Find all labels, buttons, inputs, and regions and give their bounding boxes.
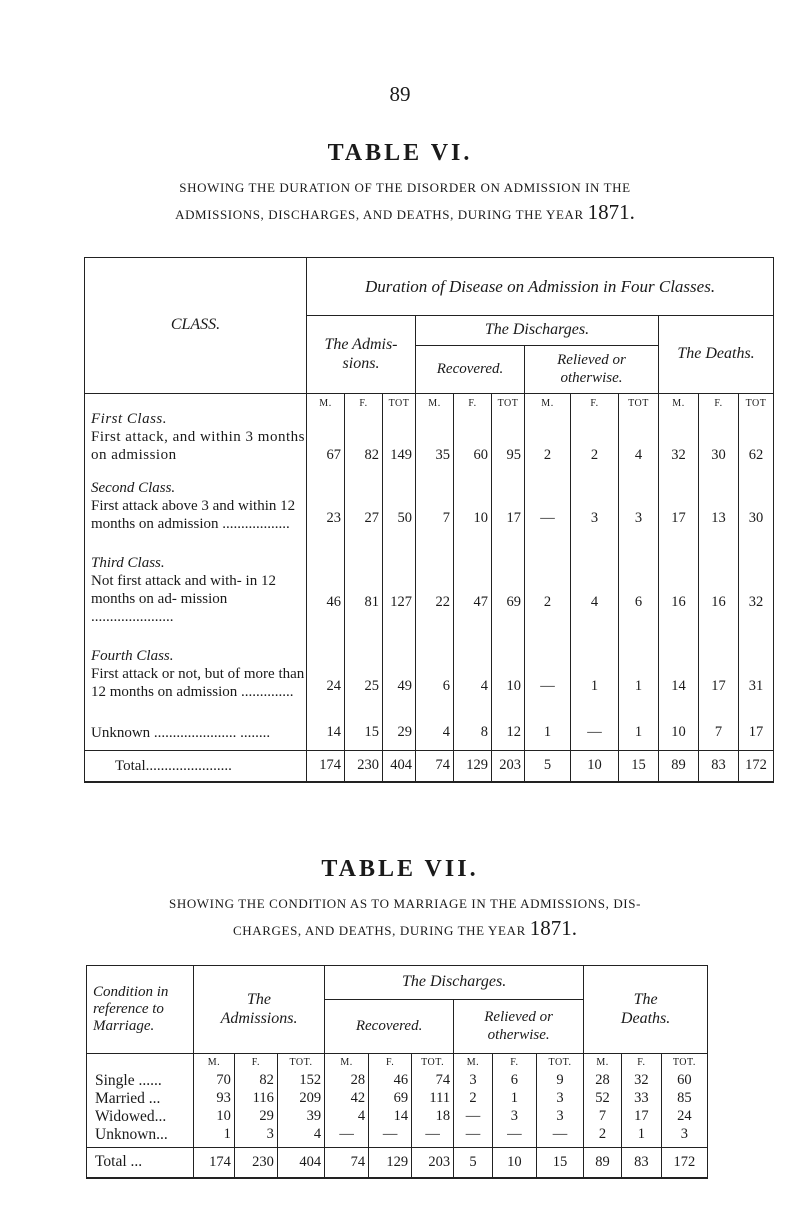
cell: 69 [492,548,525,632]
discharges-header: The Discharges. [416,316,659,346]
cell: 404 [277,1148,324,1178]
cell: 82 [234,1072,277,1090]
total-row [87,1148,708,1178]
row-label: Married ... [87,1090,194,1108]
table6-year: 1871. [587,200,635,224]
cell: 4 [454,632,492,716]
cell: 230 [345,750,383,782]
cell: 32 [659,414,699,464]
cell: 6 [492,1072,536,1090]
cell: 2 [571,414,619,464]
table7-year: 1871. [529,916,577,940]
cell: 4 [571,548,619,632]
row-fourth-class [85,632,307,716]
col-m: M. [584,1054,622,1072]
cell: 18 [412,1108,454,1126]
table7-subtitle-line1: SHOWING THE CONDITION AS TO MARRIAGE IN THE ADMISSIONS, DIS- [169,896,641,911]
cell: 67 [307,414,345,464]
cell: 52 [584,1090,622,1108]
recovered-header: Recovered. [416,346,525,394]
recovered-header: Recovered. [325,1000,454,1054]
cell: 15 [619,750,659,782]
row-label: First attack, and within 3 months on admission [91,429,305,463]
cell: 5 [454,1148,493,1178]
row-third-class [85,548,307,632]
table6-subtitle-line1: SHOWING THE DURATION OF THE DISORDER ON ADMISSION IN THE [179,180,631,195]
table7-title: TABLE VII. [321,856,479,882]
table-row [85,464,774,548]
row-label: Widowed... [87,1108,194,1126]
cell: 1 [619,716,659,750]
cell: 83 [699,750,739,782]
cell: 1 [621,1126,661,1148]
cell: 2 [454,1090,493,1108]
table-row [87,1108,708,1126]
cell: 10 [659,716,699,750]
cell: 85 [661,1090,707,1108]
total-label: Total....................... [85,750,307,782]
cell: 404 [383,750,416,782]
cell: 6 [619,548,659,632]
cell: — [536,1126,583,1148]
cell: 203 [492,750,525,782]
total-row [85,750,774,782]
col-tot: TOT. [536,1054,583,1072]
relieved-header: Relieved or otherwise. [454,1000,584,1054]
cell: 174 [193,1148,234,1178]
cell: 4 [277,1126,324,1148]
row-first-class [85,394,307,465]
cell: 15 [536,1148,583,1178]
table6-title: TABLE VI. [327,140,473,166]
cell: 46 [369,1072,412,1090]
col-tot: TOT. [412,1054,454,1072]
cell: 10 [454,464,492,548]
cell: 149 [383,414,416,464]
cell: 60 [454,414,492,464]
col-m: M. [525,394,571,415]
cell: 3 [234,1126,277,1148]
col-f: F. [492,1054,536,1072]
cell: 5 [525,750,571,782]
cell: 24 [661,1108,707,1126]
col-m: M. [416,394,454,415]
cell: 8 [454,716,492,750]
cell: 129 [454,750,492,782]
cell: 28 [584,1072,622,1090]
cell: 7 [416,464,454,548]
cell: 10 [193,1108,234,1126]
cell: 82 [345,414,383,464]
cell: — [454,1126,493,1148]
cell: 25 [345,632,383,716]
cell: 129 [369,1148,412,1178]
cell: 3 [571,464,619,548]
cell: — [492,1126,536,1148]
col-m: M. [659,394,699,415]
cell: 74 [412,1072,454,1090]
cell: 3 [619,464,659,548]
deaths-header: The Deaths. [584,966,708,1054]
col-f: F. [369,1054,412,1072]
cell: 116 [234,1090,277,1108]
cell: 3 [661,1126,707,1148]
col-m: M. [307,394,345,415]
table-row [85,716,774,750]
relieved-header: Relieved or otherwise. [525,346,659,394]
cell: 81 [345,548,383,632]
cell: 89 [584,1148,622,1178]
cell: 7 [584,1108,622,1126]
row-heading: Third Class. [91,555,165,571]
cell: 172 [661,1148,707,1178]
cell: 17 [659,464,699,548]
cell: 27 [345,464,383,548]
admissions-header: The Admissions. [193,966,324,1054]
page-number: 89 [389,82,411,106]
table-row [87,1072,708,1090]
cell: 32 [739,548,774,632]
col-tot: TOT [492,394,525,415]
row-second-class [85,464,307,548]
cell: — [571,716,619,750]
cell: 22 [416,548,454,632]
cell: 6 [416,632,454,716]
cell: 1 [571,632,619,716]
cell: — [525,464,571,548]
cell: 2 [525,548,571,632]
cell: 74 [416,750,454,782]
cell: 95 [492,414,525,464]
col-f: F. [621,1054,661,1072]
row-label: First attack above 3 and within 12 months on admission .................. [91,498,296,532]
row-label: Unknown... [87,1126,194,1148]
cell: 1 [492,1090,536,1108]
cell: 203 [412,1148,454,1178]
cell: 1 [525,716,571,750]
col-m: M. [454,1054,493,1072]
col-tot: TOT [619,394,659,415]
cell: 30 [699,414,739,464]
col-tot: TOT [383,394,416,415]
cell: 14 [369,1108,412,1126]
cell: 17 [739,716,774,750]
cell: — [412,1126,454,1148]
cell: 33 [621,1090,661,1108]
cell: 83 [621,1148,661,1178]
cell: 17 [492,464,525,548]
cell: — [454,1108,493,1126]
cell: 23 [307,464,345,548]
cell: 28 [325,1072,369,1090]
cell: 15 [345,716,383,750]
row-label: First attack or not, but of more than 12 months on admission .............. [91,666,305,700]
cell: 3 [492,1108,536,1126]
col-tot: TOT. [277,1054,324,1072]
cell: 14 [307,716,345,750]
cell: 93 [193,1090,234,1108]
cell: 12 [492,716,525,750]
cell: 174 [307,750,345,782]
col-f: F. [345,394,383,415]
cell: 29 [234,1108,277,1126]
cell: 39 [277,1108,324,1126]
cell: 74 [325,1148,369,1178]
cell: 4 [416,716,454,750]
cell: 230 [234,1148,277,1178]
row-label: Single ...... [87,1072,194,1090]
table7-subtitle-line2: CHARGES, AND DEATHS, DURING THE YEAR [233,923,526,938]
cell: 10 [492,1148,536,1178]
class-header: CLASS. [85,258,307,394]
cell: 16 [659,548,699,632]
cell: 70 [193,1072,234,1090]
blank-cell [87,1054,194,1072]
table-row [85,632,774,716]
cell: 24 [307,632,345,716]
cell: 62 [739,414,774,464]
row-heading: Second Class. [91,480,176,496]
cell: 127 [383,548,416,632]
condition-header: Condition in reference to Marriage. [87,966,194,1054]
col-f: F. [699,394,739,415]
table6-subtitle-line2: ADMISSIONS, DISCHARGES, AND DEATHS, DURING THE YEAR [175,207,584,222]
cell: 49 [383,632,416,716]
cell: 69 [369,1090,412,1108]
col-f: F. [454,394,492,415]
cell: 13 [699,464,739,548]
cell: 32 [621,1072,661,1090]
cell: 111 [412,1090,454,1108]
row-heading: Fourth Class. [91,648,174,664]
cell: 50 [383,464,416,548]
cell: 89 [659,750,699,782]
table-row [85,548,774,632]
col-m: M. [325,1054,369,1072]
table7-subtitle [60,891,750,943]
cell: 47 [454,548,492,632]
total-label: Total ... [87,1148,194,1178]
cell: 2 [525,414,571,464]
col-tot: TOT. [661,1054,707,1072]
table6-subtitle [60,175,750,227]
row-unknown: Unknown ...................... ........ [85,716,307,750]
cell: 3 [536,1108,583,1126]
col-f: F. [234,1054,277,1072]
table-row [87,1090,708,1108]
cell: 9 [536,1072,583,1090]
discharges-header: The Discharges. [325,966,584,1000]
cell: 46 [307,548,345,632]
cell: 4 [619,414,659,464]
cell: 2 [584,1126,622,1148]
cell: 1 [619,632,659,716]
cell: 17 [621,1108,661,1126]
cell: 35 [416,414,454,464]
duration-header: Duration of Disease on Admission in Four Classes. [307,258,774,316]
row-label: Not first attack and with- in 12 months on ad- mission ...................... [91,573,276,625]
cell: 152 [277,1072,324,1090]
table7 [86,965,708,1179]
deaths-header: The Deaths. [659,316,774,394]
row-heading: First Class. [91,411,168,427]
table-row [87,1126,708,1148]
table6 [84,257,774,783]
cell: 16 [699,548,739,632]
cell: 30 [739,464,774,548]
cell: 31 [739,632,774,716]
cell: 3 [454,1072,493,1090]
cell: 1 [193,1126,234,1148]
cell: 209 [277,1090,324,1108]
cell: 7 [699,716,739,750]
cell: — [369,1126,412,1148]
col-f: F. [571,394,619,415]
cell: 3 [536,1090,583,1108]
cell: — [525,632,571,716]
cell: 17 [699,632,739,716]
cell: 4 [325,1108,369,1126]
cell: 10 [492,632,525,716]
cell: 10 [571,750,619,782]
col-tot: TOT [739,394,774,415]
cell: 172 [739,750,774,782]
cell: 14 [659,632,699,716]
cell: — [325,1126,369,1148]
admissions-header: The Admis- sions. [307,316,416,394]
cell: 42 [325,1090,369,1108]
cell: 60 [661,1072,707,1090]
col-m: M. [193,1054,234,1072]
cell: 29 [383,716,416,750]
